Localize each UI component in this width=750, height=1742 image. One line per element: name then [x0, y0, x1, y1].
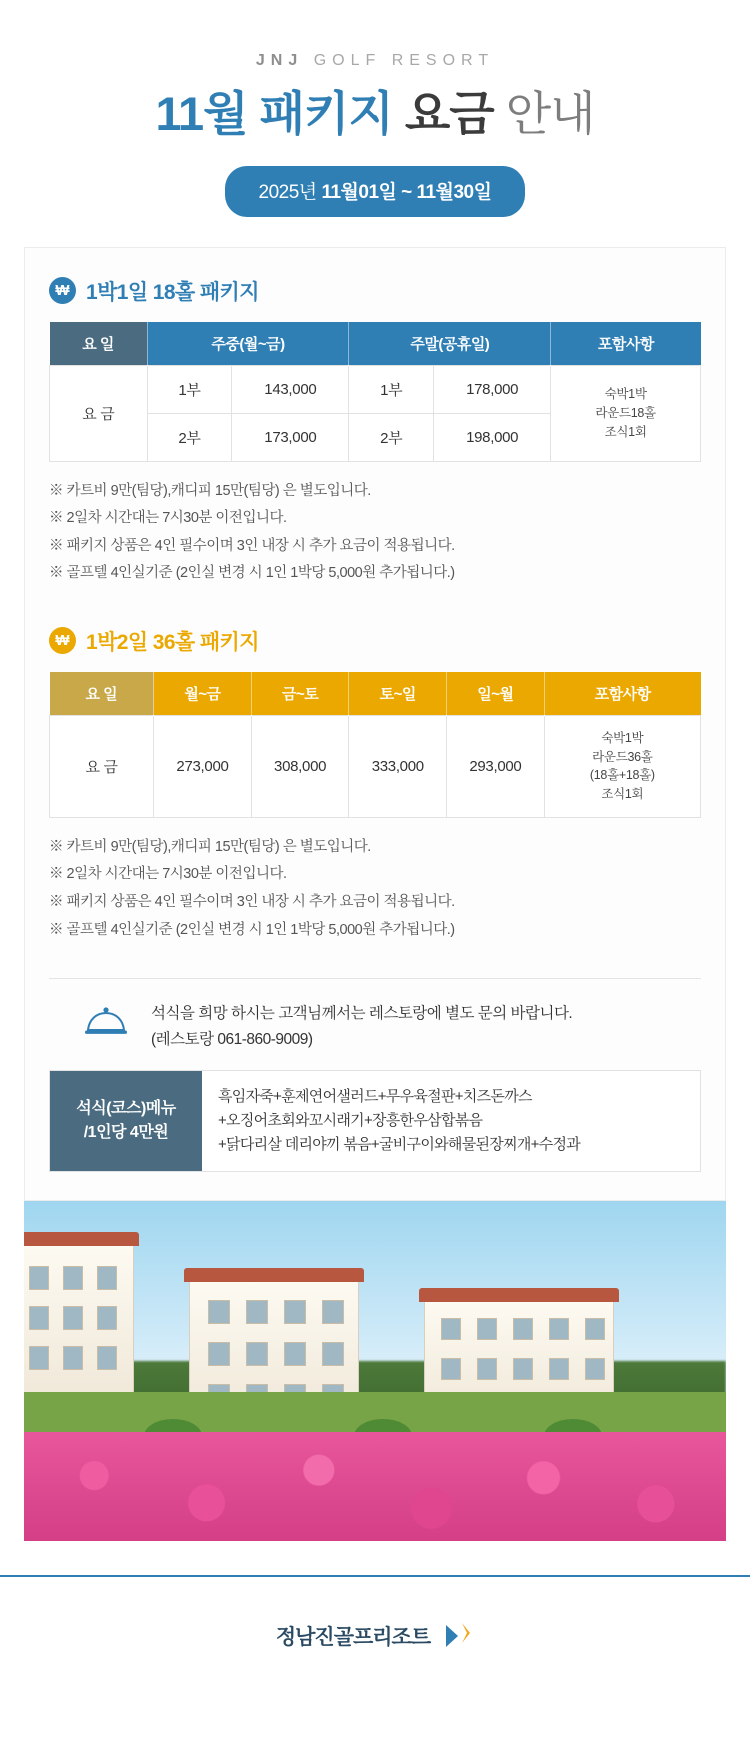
brand-line [0, 52, 750, 70]
note-item: ※ 골프텔 4인실기준 (2인실 변경 시 1인 1박당 5,000원 추가됩니다.) [49, 921, 455, 938]
menu-line-2: +오징어초회와꼬시래기+장흥한우삼합볶음 [218, 1112, 483, 1130]
cell-price-mon-fri: 273,000 [154, 715, 252, 817]
building-left [24, 1243, 134, 1413]
note-item: ※ 패키지 상품은 4인 필수이며 3인 내장 시 추가 요금이 적용됩니다. [49, 893, 455, 910]
th-day: 요 일 [50, 322, 148, 366]
section-1-title: 1박1일 18홀 패키지 [86, 280, 259, 304]
won-coin-icon: ₩ [49, 627, 76, 654]
cell-price-fri-sat: 308,000 [251, 715, 349, 817]
cell-price-sat-sun: 333,000 [349, 715, 447, 817]
dinner-line-2: (레스토랑 061-860-9009) [151, 1030, 313, 1048]
section-divider-space [49, 592, 701, 626]
cell-included-2 [544, 715, 700, 817]
won-coin-icon: ₩ [49, 277, 76, 304]
table-header-row [50, 672, 701, 716]
page-footer [0, 1575, 750, 1695]
included-line-1: 숙박1박 [601, 730, 644, 745]
cell-weekday-price-2: 173,000 [232, 413, 349, 461]
dinner-menu-label [50, 1071, 202, 1171]
cell-price-sun-mon: 293,000 [447, 715, 545, 817]
dinner-notice [49, 978, 701, 1070]
roof [419, 1288, 619, 1302]
th-weekday: 주중(월~금) [147, 322, 349, 366]
cell-weekend-price-1: 178,000 [434, 365, 551, 413]
th-included: 포함사항 [544, 672, 700, 716]
page-title-part3: 안내 [493, 87, 595, 140]
included-line-4: 조식1회 [601, 787, 644, 802]
page-header [0, 0, 750, 217]
th-sun-mon: 일~월 [447, 672, 545, 716]
footer-logo-mark-icon [440, 1619, 474, 1653]
dinner-menu-label-l2: /1인당 4만원 [83, 1124, 169, 1142]
note-item: ※ 카트비 9만(팀당),캐디피 15만(팀당) 은 별도입니다. [49, 482, 371, 499]
th-mon-fri: 월~금 [154, 672, 252, 716]
table-row [50, 365, 701, 413]
th-fri-sat: 금~토 [251, 672, 349, 716]
photo-flowerbed [24, 1432, 726, 1541]
menu-line-3: +닭다리살 데리야끼 볶음+굴비구이와해물된장찌개+수정과 [218, 1136, 581, 1154]
resort-photo [24, 1201, 726, 1541]
date-range-badge [225, 166, 526, 217]
th-weekend: 주말(공휴일) [349, 322, 551, 366]
date-range: 11월01일 ~ 11월30일 [321, 181, 492, 203]
section-1-notes [49, 478, 701, 592]
brand-jnj: JNJ [255, 52, 304, 69]
package-18-table [49, 322, 701, 462]
cell-weekday-part-2: 2부 [147, 413, 232, 461]
dinner-line-1: 석식을 희망 하시는 고객님께서는 레스토랑에 별도 문의 바랍니다. [151, 1005, 573, 1023]
note-item: ※ 2일차 시간대는 7시30분 이전입니다. [49, 866, 287, 883]
page-title-part1: 11월 패키지 [155, 87, 393, 140]
note-item: ※ 패키지 상품은 4인 필수이며 3인 내장 시 추가 요금이 적용됩니다. [49, 537, 455, 554]
package-36-table [49, 672, 701, 818]
content-card [24, 247, 726, 1202]
section-2-header [49, 626, 701, 656]
th-sat-sun: 토~일 [349, 672, 447, 716]
date-prefix: 2025년 [258, 181, 322, 203]
section-2-notes [49, 834, 701, 948]
roof [184, 1268, 364, 1282]
note-item: ※ 골프텔 4인실기준 (2인실 변경 시 1인 1박당 5,000원 추가됩니다.) [49, 565, 455, 582]
th-day: 요 일 [50, 672, 154, 716]
cell-weekend-part-1: 1부 [349, 365, 434, 413]
note-item: ※ 카트비 9만(팀당),캐디피 15만(팀당) 은 별도입니다. [49, 838, 371, 855]
cell-weekend-part-2: 2부 [349, 413, 434, 461]
dinner-menu-label-l1: 석식(코스)메뉴 [76, 1100, 176, 1118]
menu-line-1: 흑임자죽+훈제연어샐러드+무우육절판+치즈돈까스 [218, 1088, 532, 1106]
included-line-3: 조식1회 [604, 424, 647, 439]
roof [24, 1232, 139, 1246]
included-line-2: 라운드36홀 [592, 749, 653, 764]
dinner-menu-row [49, 1070, 701, 1172]
footer-logo-text: 정남진골프리조트 [275, 1626, 431, 1650]
cell-weekday-price-1: 143,000 [232, 365, 349, 413]
page-title [0, 88, 750, 140]
cell-weekend-price-2: 198,000 [434, 413, 551, 461]
dinner-menu-items [202, 1071, 700, 1171]
brand-rest: GOLF RESORT [303, 52, 495, 69]
section-2-title: 1박2일 36홀 패키지 [86, 630, 259, 654]
table-row [50, 715, 701, 817]
section-1-header [49, 276, 701, 306]
page-title-part2: 요금 [392, 87, 494, 140]
spacer [49, 948, 701, 970]
cloche-icon [83, 1004, 129, 1049]
dinner-text [151, 1001, 572, 1052]
included-line-2: 라운드18홀 [595, 405, 656, 420]
cell-weekday-part-1: 1부 [147, 365, 232, 413]
th-included: 포함사항 [551, 322, 701, 366]
row-label-fee: 요 금 [50, 365, 148, 461]
row-label-fee: 요 금 [50, 715, 154, 817]
included-line-1: 숙박1박 [604, 387, 647, 402]
table-header-row [50, 322, 701, 366]
included-line-3: (18홀+18홀) [589, 768, 655, 783]
note-item: ※ 2일차 시간대는 7시30분 이전입니다. [49, 510, 287, 527]
cell-included-1 [551, 365, 701, 461]
